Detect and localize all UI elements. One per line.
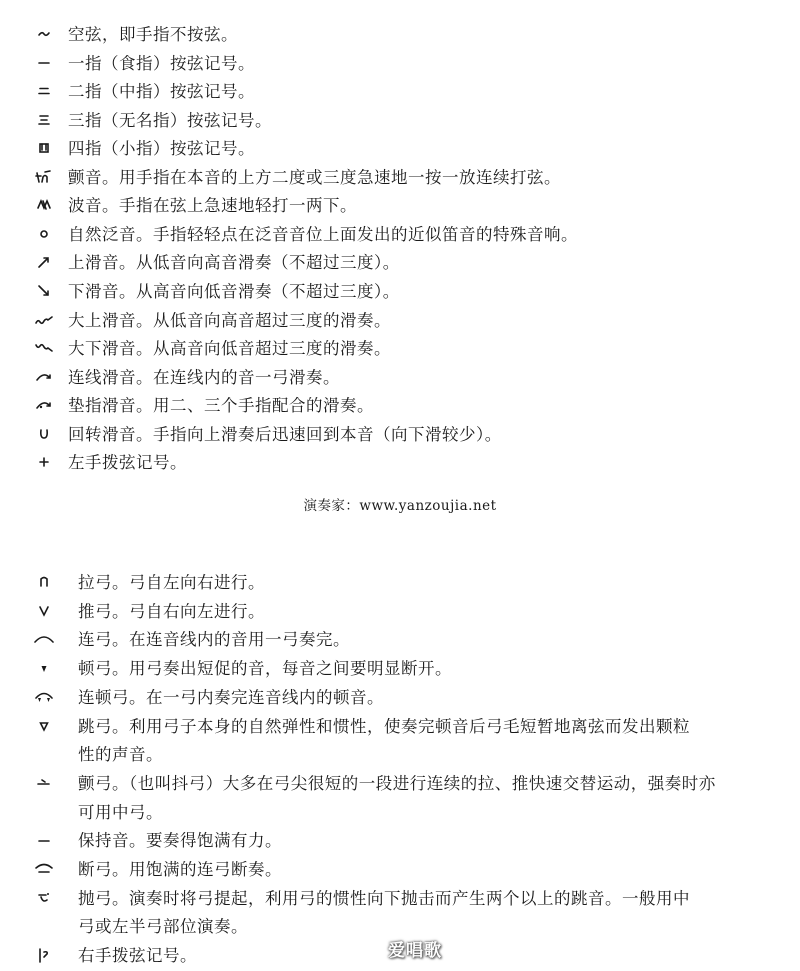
- notation-entry: [0, 78, 800, 106]
- notation-description: 波音。手指在弦上急速地轻打一两下。: [68, 196, 357, 216]
- notation-description: 上滑音。从低音向高音滑奏（不超过三度）。: [68, 253, 400, 273]
- notation-description-line: 颤弓。（也叫抖弓）大多在弓尖很短的一段进行连续的拉、推快速交替运动，强奏时亦: [78, 773, 716, 793]
- notation-description-line: 性的声音。: [78, 745, 163, 765]
- notation-symbol: [26, 364, 62, 390]
- notation-entry: [0, 449, 800, 477]
- notation-symbol: [26, 278, 62, 304]
- notation-entry: [0, 569, 800, 598]
- mordent-mark-icon: [32, 195, 56, 215]
- notation-symbol: [26, 856, 62, 882]
- notation-entry: [0, 626, 800, 655]
- slurred-staccato-mark-icon: [32, 687, 56, 707]
- big-slide-up-mark-icon: [32, 310, 56, 330]
- notation-symbol: [26, 249, 62, 275]
- trill-mark-icon: [32, 167, 56, 187]
- notation-entry: [0, 598, 800, 627]
- notation-entry: [0, 107, 800, 135]
- right-hand-pizzicato-mark-icon: [32, 945, 56, 965]
- ricochet-mark-icon: [32, 888, 56, 908]
- open-string-mark-icon: [32, 24, 56, 44]
- first-finger-mark-icon: [32, 53, 56, 73]
- notation-symbol: [26, 21, 62, 47]
- tenuto-mark-icon: [32, 830, 56, 850]
- notation-entry: [0, 713, 800, 770]
- notation-symbol: [26, 827, 62, 853]
- notation-symbol: [26, 107, 62, 133]
- watermark-text: 演奏家：www.yanzoujia.net: [303, 498, 497, 514]
- notation-description: 三指（无名指）按弦记号。: [68, 110, 272, 130]
- notation-symbol: [26, 192, 62, 218]
- notation-symbol: [26, 449, 62, 475]
- portato-mark-icon: [32, 859, 56, 879]
- notation-entry: [0, 655, 800, 684]
- notation-description: 一指（食指）按弦记号。: [68, 53, 255, 73]
- notation-symbol: [26, 569, 62, 595]
- notation-description: 自然泛音。手指轻轻点在泛音音位上面发出的近似笛音的特殊音响。: [68, 224, 578, 244]
- notation-entry: [0, 192, 800, 220]
- notation-description-line: 可用中弓。: [78, 802, 163, 822]
- notation-description-line: 抛弓。演奏时将弓提起，利用弓的惯性向下抛击而产生两个以上的跳音。一般用中: [78, 888, 690, 908]
- notation-description: 垫指滑音。用二、三个手指配合的滑奏。: [68, 396, 374, 416]
- slide-up-mark-icon: [32, 252, 56, 272]
- notation-description: 左手拨弦记号。: [68, 453, 187, 473]
- slur-mark-icon: [32, 629, 56, 649]
- notation-symbol: [26, 392, 62, 418]
- notation-description: 回转滑音。手指向上滑奏后迅速回到本音（向下滑较少）。: [68, 424, 502, 444]
- big-slide-down-mark-icon: [32, 338, 56, 358]
- notation-entry: [0, 770, 800, 827]
- notation-symbol: [26, 713, 62, 739]
- spiccato-mark-icon: [32, 716, 56, 736]
- notation-entry: [0, 364, 800, 392]
- notation-symbol: [26, 164, 62, 190]
- notation-entry: [0, 421, 800, 449]
- legato-slide-mark-icon: [32, 367, 56, 387]
- notation-symbol: [26, 942, 62, 968]
- notation-symbol: [26, 78, 62, 104]
- notation-description: 大上滑音。从低音向高音超过三度的滑奏。: [68, 310, 391, 330]
- notation-entry: [0, 335, 800, 363]
- notation-entry: [0, 164, 800, 192]
- notation-entry: [0, 392, 800, 420]
- staccato-mark-icon: [32, 658, 56, 678]
- notation-entry: [0, 221, 800, 249]
- notation-description-line: 连弓。在连音线内的音用一弓奏完。: [78, 630, 350, 650]
- notation-description: 二指（中指）按弦记号。: [68, 82, 255, 102]
- second-finger-mark-icon: [32, 81, 56, 101]
- third-finger-mark-icon: [32, 110, 56, 130]
- notation-description-line: 右手拨弦记号。: [78, 946, 197, 966]
- notation-entry: [0, 50, 800, 78]
- notation-description-line: 跳弓。利用弓子本身的自然弹性和惯性，使奏完顿音后弓毛短暂地离弦而发出颗粒: [78, 716, 690, 736]
- fourth-finger-mark-icon: [32, 138, 56, 158]
- notation-entry: [0, 885, 800, 942]
- site-logo: 爱唱歌: [388, 941, 442, 961]
- down-bow-mark-icon: [32, 572, 56, 592]
- notation-description: 四指（小指）按弦记号。: [68, 139, 255, 159]
- notation-entry: [0, 307, 800, 335]
- notation-symbol: [26, 221, 62, 247]
- notation-symbol: [26, 335, 62, 361]
- notation-symbol: [26, 626, 62, 652]
- notation-symbol: [26, 50, 62, 76]
- notation-entry: [0, 21, 800, 49]
- left-hand-pizzicato-mark-icon: [32, 452, 56, 472]
- notation-symbol: [26, 770, 62, 796]
- notation-symbol: [26, 684, 62, 710]
- notation-description: 下滑音。从高音向低音滑奏（不超过三度）。: [68, 281, 400, 301]
- notation-description-line: 推弓。弓自右向左进行。: [78, 601, 265, 621]
- natural-harmonic-mark-icon: [32, 224, 56, 244]
- notation-entry: [0, 278, 800, 306]
- notation-symbol: [26, 655, 62, 681]
- notation-entry: [0, 684, 800, 713]
- tremolo-bow-mark-icon: [32, 773, 56, 793]
- notation-description: 连线滑音。在连线内的音一弓滑奏。: [68, 367, 340, 387]
- notation-description-line: 断弓。用饱满的连弓断奏。: [78, 860, 282, 879]
- notation-symbol: [26, 135, 62, 161]
- notation-description: 大下滑音。从高音向低音超过三度的滑奏。: [68, 339, 391, 359]
- notation-description-line: 顿弓。用弓奏出短促的音，每音之间要明显断开。: [78, 659, 452, 679]
- turn-slide-mark-icon: [32, 424, 56, 444]
- notation-description-line: 连顿弓。在一弓内奏完连音线内的顿音。: [78, 687, 384, 707]
- notation-description-line: 拉弓。弓自左向右进行。: [78, 573, 265, 592]
- notation-description-line: 保持音。要奏得饱满有力。: [78, 831, 282, 851]
- padded-finger-slide-mark-icon: [32, 395, 56, 415]
- notation-description: 空弦，即手指不按弦。: [68, 25, 238, 44]
- notation-entry: [0, 135, 800, 163]
- notation-symbol: [26, 307, 62, 333]
- notation-symbol: [26, 598, 62, 624]
- notation-entry: [0, 856, 800, 885]
- notation-description-line: 弓或左半弓部位演奏。: [78, 917, 248, 937]
- notation-description: 颤音。用手指在本音的上方二度或三度急速地一按一放连续打弦。: [68, 167, 561, 187]
- notation-entry: [0, 827, 800, 856]
- up-bow-mark-icon: [32, 601, 56, 621]
- notation-entry: [0, 249, 800, 277]
- slide-down-mark-icon: [32, 281, 56, 301]
- notation-symbol: [26, 421, 62, 447]
- notation-symbol: [26, 885, 62, 911]
